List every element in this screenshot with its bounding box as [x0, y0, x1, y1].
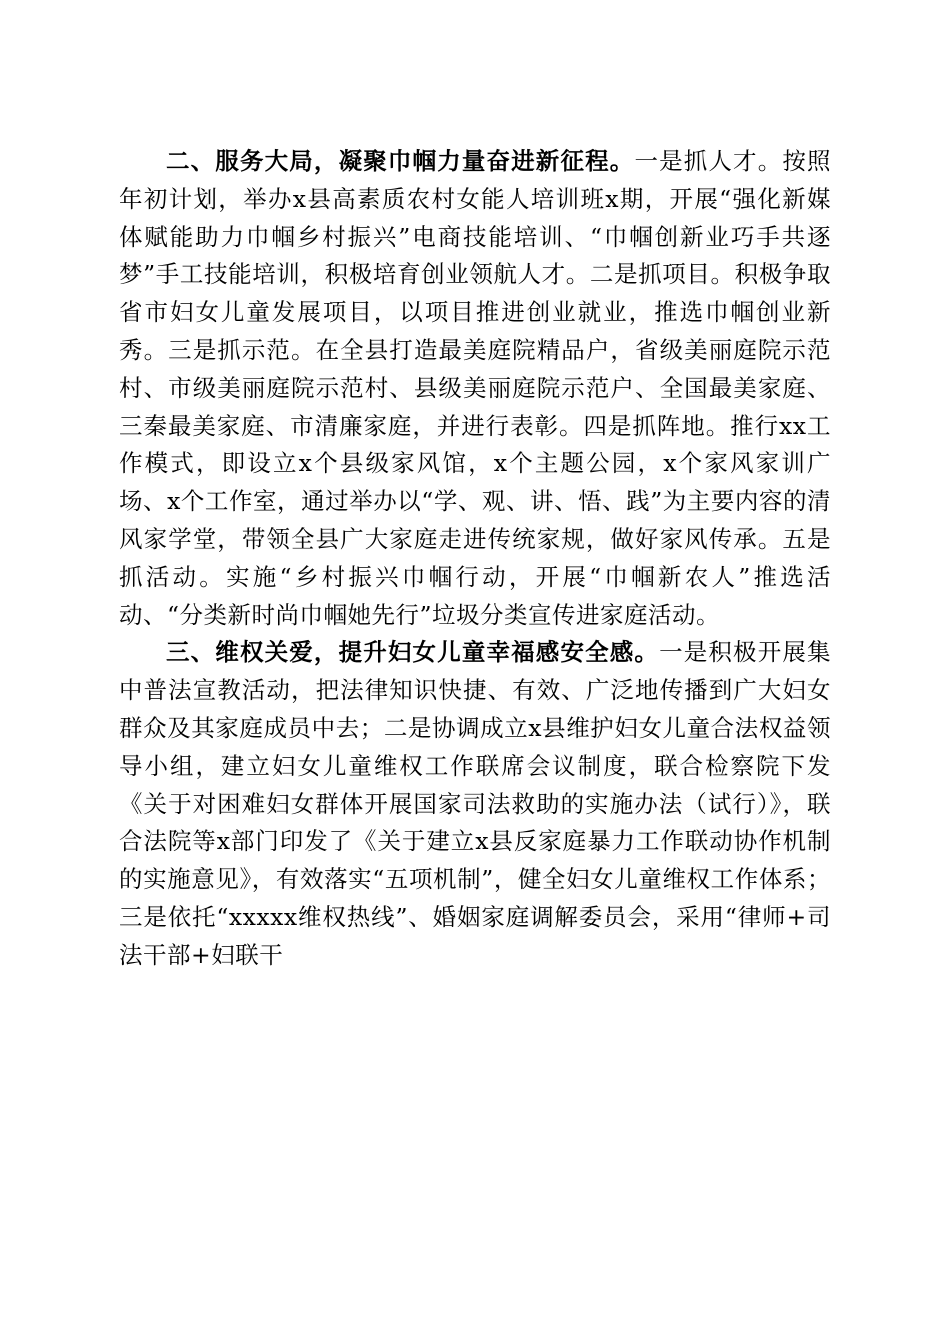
document-page: [119, 143, 831, 975]
paragraph-heading: 三、维权关爱，提升妇女儿童幸福感安全感。: [166, 638, 660, 667]
paragraph-rights-care: [119, 634, 831, 974]
paragraph-body: 一是抓人才。按照年初计划，举办x县高素质农村女能人培训班x期，开展“强化新媒体赋能助力巾帼乡村振兴”电商技能培训、“巾帼创新业巧手共逐梦”手工技能培训，积极培育创业领航人才。二是抓项目。积极争取省市妇女儿童发展项目，以项目推进创业就业，推选巾帼创业新秀。三是抓示范。在全县打造最美庭院精品户，省级美丽庭院示范村、市级美丽庭院示范村、县级美丽庭院示范户、全国最美家庭、三秦最美家庭、市清廉家庭，并进行表彰。四是抓阵地。推行xx工作模式，即设立x个县级家风馆，x个主题公园，x个家风家训广场、x个工作室，通过举办以“学、观、讲、悟、践”为主要内容的清风家学堂，带领全县广大家庭走进传统家规，做好家风传承。五是抓活动。实施“乡村振兴巾帼行动，开展“巾帼新农人”推选活动、“分类新时尚巾帼她先行”垃圾分类宣传进家庭活动。: [119, 147, 832, 629]
paragraph-heading: 二、服务大局，凝聚巾帼力量奋进新征程。: [166, 147, 635, 175]
paragraph-body: 一是积极开展集中普法宣教活动，把法律知识快捷、有效、广泛地传播到广大妇女群众及其家庭成员中去；二是协调成立x县维护妇女儿童合法权益领导小组，建立妇女儿童维权工作联席会议制度，联合检察院下发《关于对困难妇女群体开展国家司法救助的实施办法（试行）》，联合法院等x部门印发了《关于建立x县反家庭暴力工作联动协作机制的实施意见》，有效落实“五项机制”，健全妇女儿童维权工作体系；三是依托“xxxxx维权热线”、婚姻家庭调解委员会，采用“律师+司法干部+妇联干: [119, 638, 832, 969]
paragraph-service-overall: [119, 143, 831, 634]
